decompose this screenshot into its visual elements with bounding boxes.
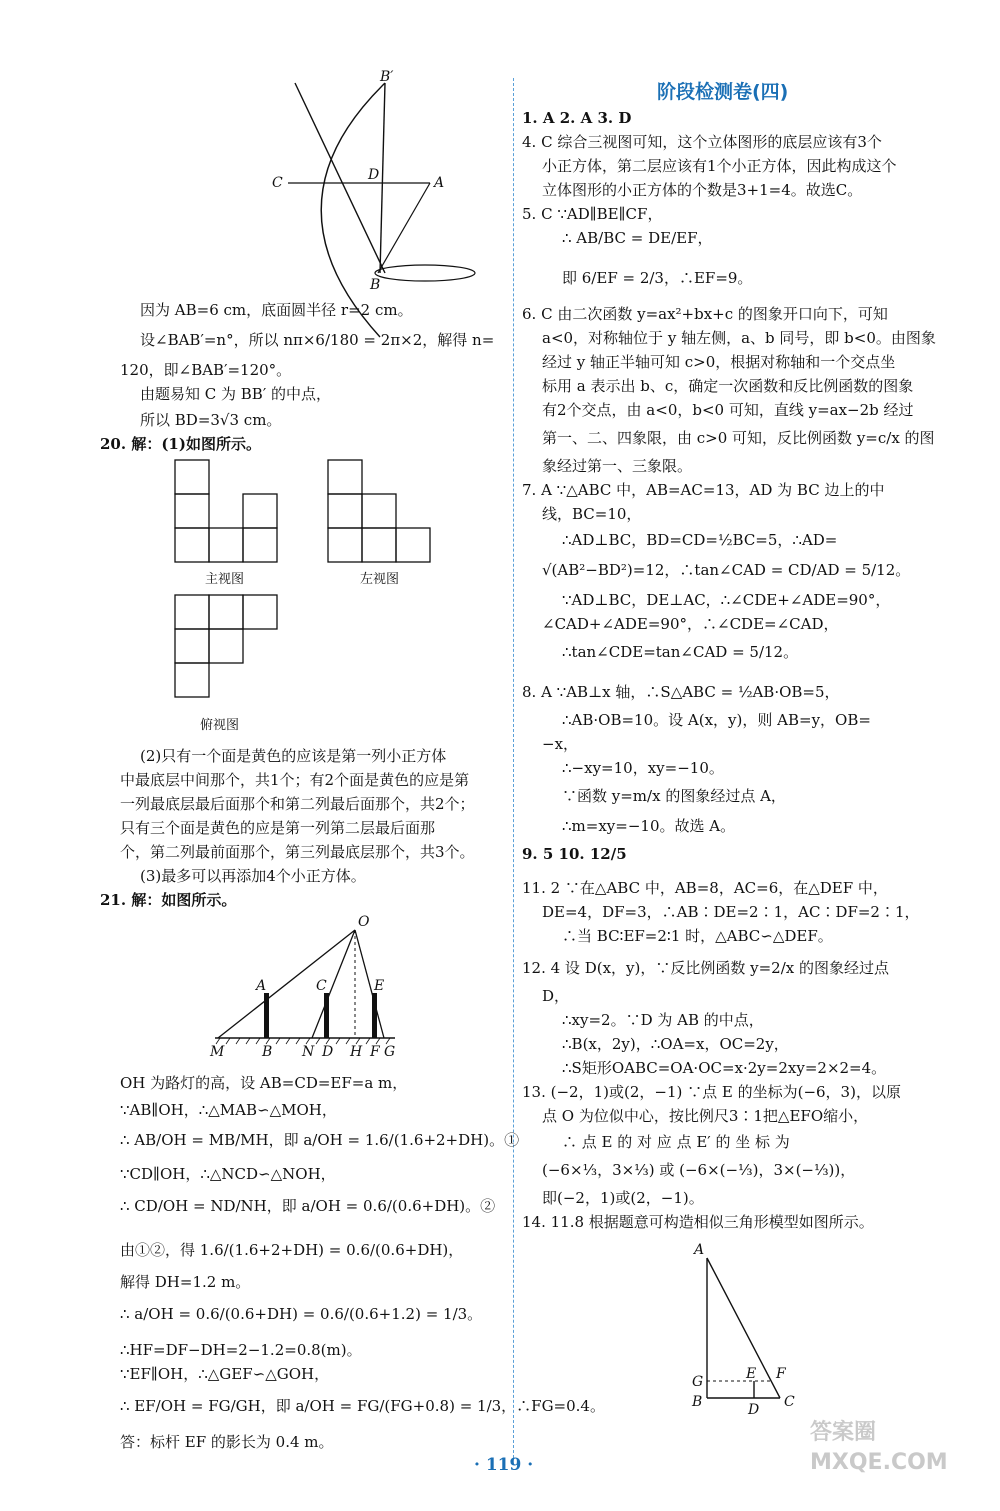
q20-text-5: 个，第二列最前面那个，第三列最底层那个，共3个。	[120, 843, 475, 861]
q7-line-3: ∴AD⊥BC，BD=CD=½BC=5，∴AD=	[562, 531, 838, 549]
q12-line-4: ∴B(x，2y)，∴OA=x，OC=2y，	[562, 1035, 789, 1053]
left-view-caption: 左视图	[360, 572, 400, 587]
q21-text-1: OH 为路灯的高，设 AB=CD=EF=a m，	[120, 1074, 408, 1092]
q6-line-3: 经过 y 轴正半轴可知 c>0，根据对称轴和一个交点坐	[542, 353, 896, 371]
q13-line-5: 即(−2，1)或(2，−1)。	[542, 1189, 704, 1207]
section-title: 阶段检测卷(四)	[657, 81, 789, 103]
q21-text-7: 解得 DH=1.2 m。	[120, 1273, 251, 1291]
top-view-caption: 俯视图	[200, 718, 240, 733]
svg-text:A: A	[256, 978, 267, 994]
q20-heading: 20. 解：(1)如图所示。	[100, 435, 261, 453]
q7-line-5: ∵AD⊥BC，DE⊥AC，∴∠CDE+∠ADE=90°，	[562, 591, 891, 609]
q21-text-10: ∵EF∥OH，∴△GEF∽△GOH，	[120, 1365, 330, 1383]
q5-line-2: ∴ AB/BC = DE/EF，	[562, 229, 713, 247]
cone-text-4: 由题易知 C 为 BB′ 的中点，	[140, 385, 332, 403]
svg-text:O: O	[358, 914, 370, 930]
q7-line-4: √(AB²−BD²)=12，∴tan∠CAD = CD/AD = 5/12。	[542, 561, 911, 579]
q21-text-9: ∴HF=DF−DH=2−1.2=0.8(m)。	[120, 1341, 362, 1359]
q6-line-2: a<0，对称轴位于 y 轴左侧，a、b 同号，即 b<0。由图象	[542, 329, 936, 347]
q20-text-4: 只有三个面是黄色的应是第一列第二层最后面那	[120, 819, 436, 837]
q20-text-1: (2)只有一个面是黄色的应该是第一列小正方体	[140, 747, 447, 765]
q11-line-1: 11. 2 ∵在△ABC 中，AB=8，AC=6，在△DEF 中，	[522, 879, 888, 897]
cone-sector-figure	[220, 69, 445, 315]
q11-line-2: DE=4，DF=3，∴AB∶DE=2∶1，AC∶DF=2∶1，	[542, 903, 920, 921]
svg-text:H: H	[350, 1044, 363, 1060]
answers-1-3: 1. A 2. A 3. D	[522, 109, 632, 127]
q13-line-4: (−6×⅓，3×⅓) 或 (−6×(−⅓)，3×(−⅓))，	[542, 1161, 856, 1179]
q12-line-2: D，	[542, 987, 570, 1005]
q8-line-4: ∴−xy=10，xy=−10。	[562, 759, 724, 777]
q12-line-3: ∴xy=2。∵D 为 AB 的中点，	[562, 1011, 764, 1029]
q8-line-2: ∴AB·OB=10。设 A(x，y)，则 AB=y，OB=	[562, 711, 871, 729]
svg-text:F: F	[776, 1366, 786, 1382]
svg-text:C: C	[784, 1394, 795, 1410]
svg-text:G: G	[384, 1044, 396, 1060]
svg-text:A: A	[434, 175, 445, 191]
q12-line-5: ∴S矩形OABC=OA·OC=x·2y=2xy=2×2=4。	[562, 1059, 887, 1077]
q5-line-3: 即 6/EF = 2/3，∴EF=9。	[562, 269, 753, 287]
q14-line-1: 14. 11.8 根据题意可构造相似三角形模型如图所示。	[522, 1213, 874, 1231]
q6-line-6: 第一、二、四象限，由 c>0 可知，反比例函数 y=c/x 的图	[542, 429, 935, 447]
three-views-figure	[170, 455, 450, 745]
q21-heading: 21. 解：如图所示。	[100, 891, 237, 909]
svg-text:D: D	[368, 167, 380, 183]
q4-line-1: 4. C 综合三视图可知，这个立体图形的底层应该有3个	[522, 133, 882, 151]
q21-text-2: ∵AB∥OH，∴△MAB∽△MOH，	[120, 1101, 337, 1119]
q6-line-7: 象经过第一、三象限。	[542, 457, 693, 475]
svg-text:D: D	[748, 1402, 760, 1418]
svg-text:C: C	[272, 175, 283, 191]
q20-text-6: (3)最多可以再添加4个小正方体。	[140, 867, 366, 885]
q8-line-3: −x，	[542, 735, 579, 753]
q7-line-6: ∠CAD+∠ADE=90°，∴∠CDE=∠CAD，	[542, 615, 839, 633]
answers-9-10: 9. 5 10. 12/5	[522, 845, 627, 863]
q21-text-6: 由①②，得 1.6/(1.6+2+DH) = 0.6/(0.6+DH)，	[120, 1241, 464, 1259]
q20-text-2: 中最底层中间那个，共1个；有2个面是黄色的应是第	[120, 771, 470, 789]
q21-text-3: ∴ AB/OH = MB/MH，即 a/OH = 1.6/(1.6+2+DH)。①	[120, 1131, 520, 1149]
q4-line-3: 立体图形的小正方体的个数是3+1=4。故选C。	[542, 181, 863, 199]
q21-text-12: 答：标杆 EF 的影长为 0.4 m。	[120, 1433, 334, 1451]
q4-line-2: 小正方体，第二层应该有1个小正方体，因此构成这个	[542, 157, 897, 175]
svg-text:F: F	[370, 1044, 380, 1060]
q5-line-1: 5. C ∵AD∥BE∥CF，	[522, 205, 663, 223]
page-number: · 119 ·	[474, 1455, 534, 1475]
streetlight-figure	[210, 910, 410, 1060]
cone-text-5: 所以 BD=3√3 cm。	[140, 411, 282, 429]
q6-line-4: 标用 a 表示出 b、c，确定一次函数和反比例函数的图象	[542, 377, 914, 395]
watermark: 答案圈 MXQE.COM	[810, 1420, 948, 1475]
cone-text-1: 因为 AB=6 cm，底面圆半径 r=2 cm。	[140, 301, 413, 319]
svg-text:B: B	[692, 1394, 703, 1410]
svg-text:E: E	[374, 978, 385, 994]
q7-line-7: ∴tan∠CDE=tan∠CAD = 5/12。	[562, 643, 799, 661]
q21-text-5: ∴ CD/OH = ND/NH，即 a/OH = 0.6/(0.6+DH)。②	[120, 1197, 496, 1215]
q21-text-11: ∴ EF/OH = FG/GH，即 a/OH = FG/(FG+0.8) = 1/3，∴FG=0.4。	[120, 1397, 605, 1415]
svg-text:E: E	[746, 1366, 757, 1382]
cone-text-3: 120，即∠BAB′=120°。	[120, 361, 292, 379]
svg-text:D: D	[322, 1044, 334, 1060]
q8-line-1: 8. A ∵AB⊥x 轴，∴S△ABC = ½AB·OB=5，	[522, 683, 840, 701]
q7-line-2: 线，BC=10，	[542, 505, 642, 523]
q13-line-1: 13. (−2，1)或(2，−1) ∵点 E 的坐标为(−6，3)，以原	[522, 1083, 901, 1101]
q21-text-8: ∴ a/OH = 0.6/(0.6+DH) = 0.6/(0.6+1.2) = 1/3。	[120, 1305, 483, 1323]
svg-text:C: C	[316, 978, 327, 994]
q8-line-6: ∴m=xy=−10。故选 A。	[562, 817, 736, 835]
q12-line-1: 12. 4 设 D(x，y)，∵反比例函数 y=2/x 的图象经过点	[522, 959, 890, 977]
q6-line-5: 有2个交点，由 a<0，b<0 可知，直线 y=ax−2b 经过	[542, 401, 914, 419]
column-divider	[513, 78, 514, 1458]
q21-text-4: ∵CD∥OH，∴△NCD∽△NOH，	[120, 1165, 336, 1183]
q13-line-2: 点 O 为位似中心，按比例尺3∶1把△EFO缩小，	[542, 1107, 869, 1125]
svg-text:B: B	[370, 277, 381, 293]
svg-text:G: G	[692, 1374, 704, 1390]
svg-text:A: A	[694, 1242, 705, 1258]
q8-line-5: ∵函数 y=m/x 的图象经过点 A，	[562, 787, 786, 805]
q6-line-1: 6. C 由二次函数 y=ax²+bx+c 的图象开口向下，可知	[522, 305, 888, 323]
similar-triangle-figure	[672, 1240, 812, 1430]
cone-text-2: 设∠BAB′=n°，所以 nπ×6/180 = 2π×2，解得 n=	[140, 331, 495, 349]
q7-line-1: 7. A ∵△ABC 中，AB=AC=13，AD 为 BC 边上的中	[522, 481, 885, 499]
svg-text:B: B	[262, 1044, 273, 1060]
q13-line-3: ∴ 点 E 的 对 应 点 E′ 的 坐 标 为	[562, 1133, 790, 1151]
svg-text:M: M	[210, 1044, 225, 1060]
front-view-caption: 主视图	[205, 572, 245, 587]
svg-text:B′: B′	[380, 69, 394, 85]
svg-text:N: N	[302, 1044, 315, 1060]
q20-text-3: 一列最底层最后面那个和第二列最后面那个，共2个；	[120, 795, 475, 813]
q11-line-3: ∴当 BC∶EF=2∶1 时，△ABC∽△DEF。	[562, 927, 833, 945]
